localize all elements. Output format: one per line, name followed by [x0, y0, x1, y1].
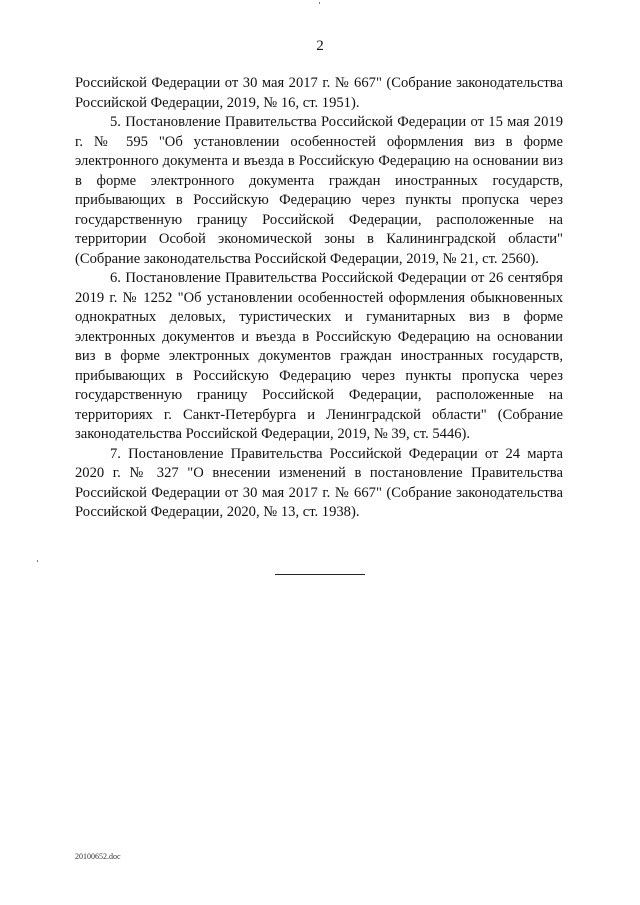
- scan-artifact: [319, 2, 320, 4]
- paragraph-continuation: Российской Федерации от 30 мая 2017 г. № 667" (Собрание законодательства Российской Федерации, 2019, № 16, ст. 1951).: [75, 75, 563, 111]
- footer-file-name: 20100652.doc: [75, 852, 121, 861]
- document-body: [75, 74, 563, 523]
- list-item-6: 6. Постановление Правительства Российской Федерации от 26 сентября 2019 г. № 1252 "Об установлении особенностей оформления обыкновенных однократных деловых, туристических и гуманитарных виз в форме электронных документов и въезда в Российскую Федерацию на основании виз в форме электронных документов граждан иностранных государств, прибывающих в Российскую Федерацию через пункты пропуска через государственную границу Российской Федерации, расположенные на территориях г. Санкт-Петербурга и Ленинградской области" (Собрание законодательства Российской Федерации, 2019, № 39, ст. 5446).: [75, 270, 563, 442]
- page-number: 2: [316, 38, 324, 54]
- end-of-document-rule: [275, 574, 365, 575]
- list-item-5: 5. Постановление Правительства Российской Федерации от 15 мая 2019 г. № 595 "Об установлении особенностей оформления виз в форме электронного документа и въезда в Российскую Федерацию на основании виз в форме электронного документа граждан иностранных государств, прибывающих в Российскую Федерацию через пункты пропуска через государственную границу Российской Федерации, расположенные на территории Особой экономической зоны в Калининградской области" (Собрание законодательства Российской Федерации, 2019, № 21, ст. 2560).: [75, 114, 563, 267]
- scan-artifact: [37, 560, 38, 562]
- list-item-7: 7. Постановление Правительства Российской Федерации от 24 марта 2020 г. № 327 "О внесении изменений в постановление Правительства Российской Федерации от 30 мая 2017 г. № 667" (Собрание законодательства Российской Федерации, 2020, № 13, ст. 1938).: [75, 445, 563, 520]
